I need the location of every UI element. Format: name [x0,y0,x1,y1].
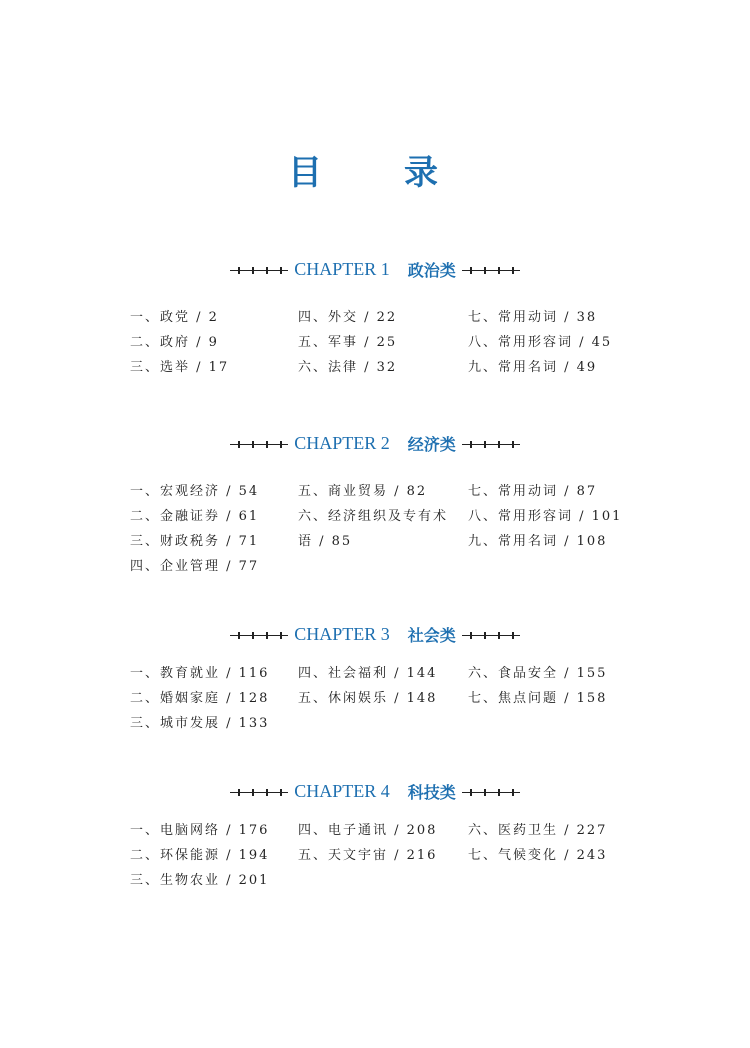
ornament-left [230,265,288,275]
toc-entry[interactable]: 一、教育就业 / 116 [130,666,270,681]
chapter-header [0,623,750,646]
toc-entry[interactable]: 二、金融证券 / 61 [130,509,260,524]
toc-entry[interactable]: 五、军事 / 25 [298,335,398,350]
toc-entry[interactable]: 一、政党 / 2 [130,310,219,325]
ornament-left [230,439,288,449]
chapter-label: CHAPTER 1 [294,259,390,279]
toc-entry[interactable]: 二、政府 / 9 [130,335,219,350]
toc-entry[interactable]: 一、宏观经济 / 54 [130,484,260,499]
toc-entry[interactable]: 四、外交 / 22 [298,310,398,325]
toc-entry[interactable]: 语 / 85 [298,534,353,549]
toc-entry[interactable]: 三、选举 / 17 [130,360,230,375]
toc-column [468,661,607,711]
chapter-name: 政治类 [407,261,456,280]
toc-entry[interactable]: 四、电子通讯 / 208 [298,823,438,838]
chapter-header [0,258,750,281]
toc-column [298,305,397,380]
chapter-name: 经济类 [407,435,456,454]
toc-entry[interactable]: 一、电脑网络 / 176 [130,823,270,838]
toc-entry[interactable]: 九、常用名词 / 108 [468,534,608,549]
toc-entry[interactable]: 五、天文宇宙 / 216 [298,848,438,863]
chapter-name: 社会类 [407,626,456,645]
toc-entry[interactable]: 七、常用动词 / 38 [468,310,598,325]
toc-column [130,305,229,380]
page-title: 目 录 [288,153,462,193]
toc-entry[interactable]: 四、企业管理 / 77 [130,559,260,574]
chapter-label: CHAPTER 2 [294,433,390,453]
ornament-left [230,787,288,797]
toc-entry[interactable]: 八、常用形容词 / 101 [468,509,623,524]
toc-column [130,479,259,579]
toc-column [468,818,607,868]
chapter-label: CHAPTER 3 [294,624,390,644]
ornament-right [462,265,520,275]
toc-column [468,305,612,380]
toc-entry[interactable]: 二、婚姻家庭 / 128 [130,691,270,706]
toc-entry[interactable]: 三、城市发展 / 133 [130,716,270,731]
toc-entry[interactable]: 六、医药卫生 / 227 [468,823,608,838]
toc-entry[interactable]: 六、食品安全 / 155 [468,666,608,681]
ornament-right [462,787,520,797]
toc-column [468,479,622,554]
toc-entry[interactable]: 七、常用动词 / 87 [468,484,598,499]
toc-column [298,818,437,868]
toc-entry[interactable]: 九、常用名词 / 49 [468,360,598,375]
toc-entry[interactable]: 六、经济组织及专有术 [298,509,449,524]
chapter-header [0,780,750,803]
ornament-left [230,630,288,640]
toc-entry[interactable]: 七、气候变化 / 243 [468,848,608,863]
toc-entry[interactable]: 三、财政税务 / 71 [130,534,260,549]
toc-column [298,479,448,554]
toc-entry[interactable]: 二、环保能源 / 194 [130,848,270,863]
toc-column [298,661,437,711]
toc-entry[interactable]: 四、社会福利 / 144 [298,666,438,681]
toc-entry[interactable]: 七、焦点问题 / 158 [468,691,608,706]
toc-entry[interactable]: 八、常用形容词 / 45 [468,335,613,350]
chapter-label: CHAPTER 4 [294,781,390,801]
toc-entry[interactable]: 五、休闲娱乐 / 148 [298,691,438,706]
ornament-right [462,439,520,449]
toc-entry[interactable]: 五、商业贸易 / 82 [298,484,428,499]
toc-entry[interactable]: 六、法律 / 32 [298,360,398,375]
ornament-right [462,630,520,640]
chapter-header [0,432,750,455]
toc-entry[interactable]: 三、生物农业 / 201 [130,873,270,888]
toc-column [130,818,269,893]
toc-column [130,661,269,736]
chapter-name: 科技类 [407,783,456,802]
